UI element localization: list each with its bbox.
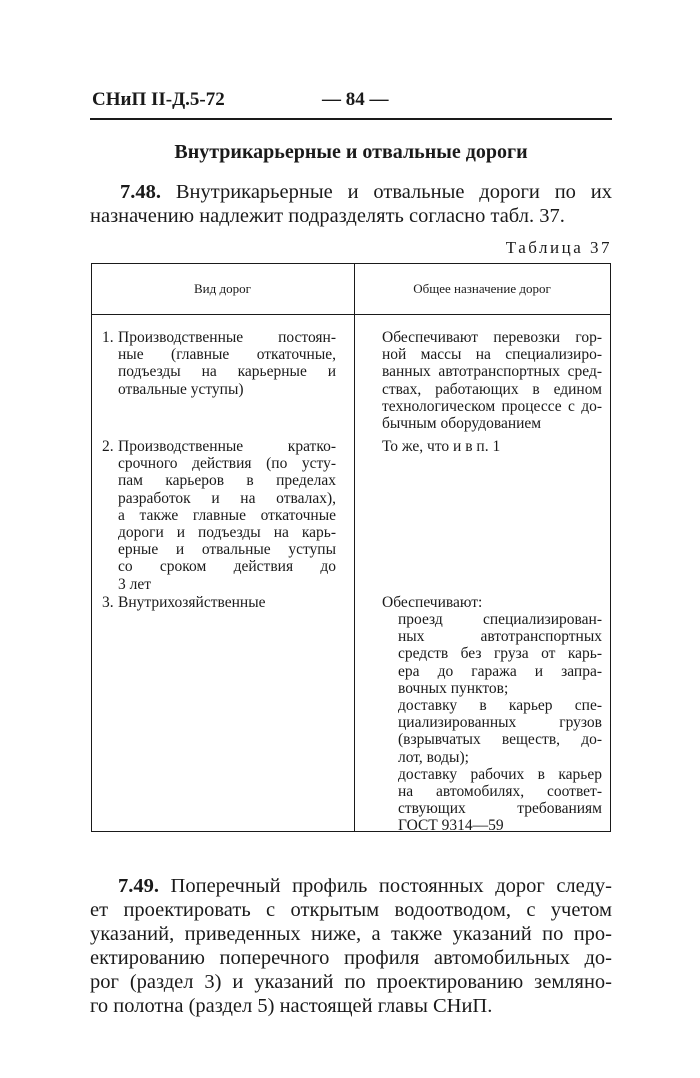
row-number: 2. — [102, 438, 114, 455]
cell-line: со сроком действия до — [118, 558, 336, 576]
paragraph-line: рог (раздел 3) и указаний по проектированию земляно- — [90, 971, 612, 993]
cell-line: на автомобилях, соответ- — [398, 782, 602, 800]
cell-line: ной массы на специализиро- — [382, 346, 602, 364]
header-road-type: Вид дорог — [194, 281, 251, 296]
cell-line: дороги и подъезды на карь- — [118, 523, 336, 541]
paragraph-7-49 — [90, 874, 612, 1018]
cell-line: ера до гаража и запра- — [398, 662, 602, 680]
cell-line: ствах, работающих в едином — [382, 380, 602, 398]
paragraph-text: Поперечный профиль постоянных дорог следу- — [170, 875, 613, 897]
table-caption: Таблица 37 — [505, 238, 612, 257]
cell-line: лот, воды); — [398, 748, 469, 766]
table-top-border — [91, 263, 611, 264]
cell-line: доставку рабочих в карьер — [398, 765, 602, 783]
table-left-border — [91, 263, 92, 831]
paragraph-line: указаний, приведенных ниже, а также указаний по про- — [90, 923, 612, 945]
table-header-border — [91, 314, 611, 315]
road-purpose-cell — [398, 611, 602, 834]
cell-line: вочных пунктов; — [398, 679, 509, 697]
paragraph-text: Внутрикарьерные и отвальные дороги по их — [175, 181, 613, 203]
cell-line: 3 лет — [118, 575, 152, 593]
cell-line: подъезды на карьерные и — [118, 363, 336, 381]
paragraph-line: ет проектировать с открытым водоотводом, с учетом — [90, 899, 612, 921]
cell-line: Производственные постоян- — [118, 329, 336, 346]
cell-line: средств без груза от карь- — [398, 645, 602, 663]
cell-line: проезд специализирован- — [398, 611, 602, 628]
cell-line: ванных автотранспортных сред- — [382, 363, 602, 381]
road-purpose-cell — [382, 438, 602, 455]
row-number: 1. — [102, 329, 114, 346]
road-purpose-cell — [382, 329, 602, 432]
cell-line: (взрывчатых веществ, до- — [398, 731, 602, 749]
table-right-border — [610, 263, 611, 831]
cell-line: разработок и на отвалах), — [118, 489, 336, 507]
paragraph-number: 7.48. — [120, 181, 161, 203]
paragraph-line: назначению надлежит подразделять согласно табл. 37. — [90, 205, 565, 227]
road-purpose-intro — [382, 594, 602, 611]
cell-line: отвальные уступы) — [118, 380, 244, 398]
cell-line: Обеспечивают: — [382, 594, 483, 611]
header-road-purpose: Общее назначение дорог — [413, 281, 551, 296]
cell-line: То же, что и в п. 1 — [382, 438, 501, 455]
cell-line: срочного действия (по усту- — [118, 455, 336, 473]
cell-line: а также главные откаточные — [118, 506, 336, 524]
cell-line: ГОСТ 9314—59 — [398, 817, 504, 835]
cell-line: бычным оборудованием — [382, 414, 542, 432]
road-type-cell — [118, 594, 336, 611]
document-code: СНиП II-Д.5-72 — [92, 89, 225, 110]
section-title: Внутрикарьерные и отвальные дороги — [174, 141, 528, 163]
cell-line: ствующих требованиям — [398, 800, 602, 818]
cell-line: ерные и отвальные уступы — [118, 541, 336, 559]
cell-line: Производственные кратко- — [118, 438, 336, 455]
paragraph-number: 7.49. — [118, 875, 159, 897]
table-column-divider — [354, 263, 355, 831]
cell-line: Обеспечивают перевозки гор- — [382, 329, 602, 346]
page-number: — 84 — — [322, 89, 389, 110]
cell-line: Внутрихозяйственные — [118, 594, 266, 611]
paragraph-line: ектированию поперечного профиля автомобильных до- — [90, 947, 612, 969]
paragraph-line: го полотна (раздел 5) настоящей главы СНиП. — [90, 995, 493, 1017]
cell-line: ных автотранспортных — [398, 628, 602, 646]
cell-line: пам карьеров в пределах — [118, 472, 336, 490]
paragraph-line — [90, 874, 612, 898]
row-number: 3. — [102, 594, 114, 611]
road-type-cell — [118, 438, 336, 593]
cell-line: ные (главные откаточные, — [118, 346, 336, 364]
cell-line: циализированных грузов — [398, 714, 602, 732]
road-type-cell — [118, 329, 336, 398]
cell-line: доставку в карьер спе- — [398, 696, 602, 714]
cell-line: технологическом процессе с до- — [382, 397, 602, 415]
